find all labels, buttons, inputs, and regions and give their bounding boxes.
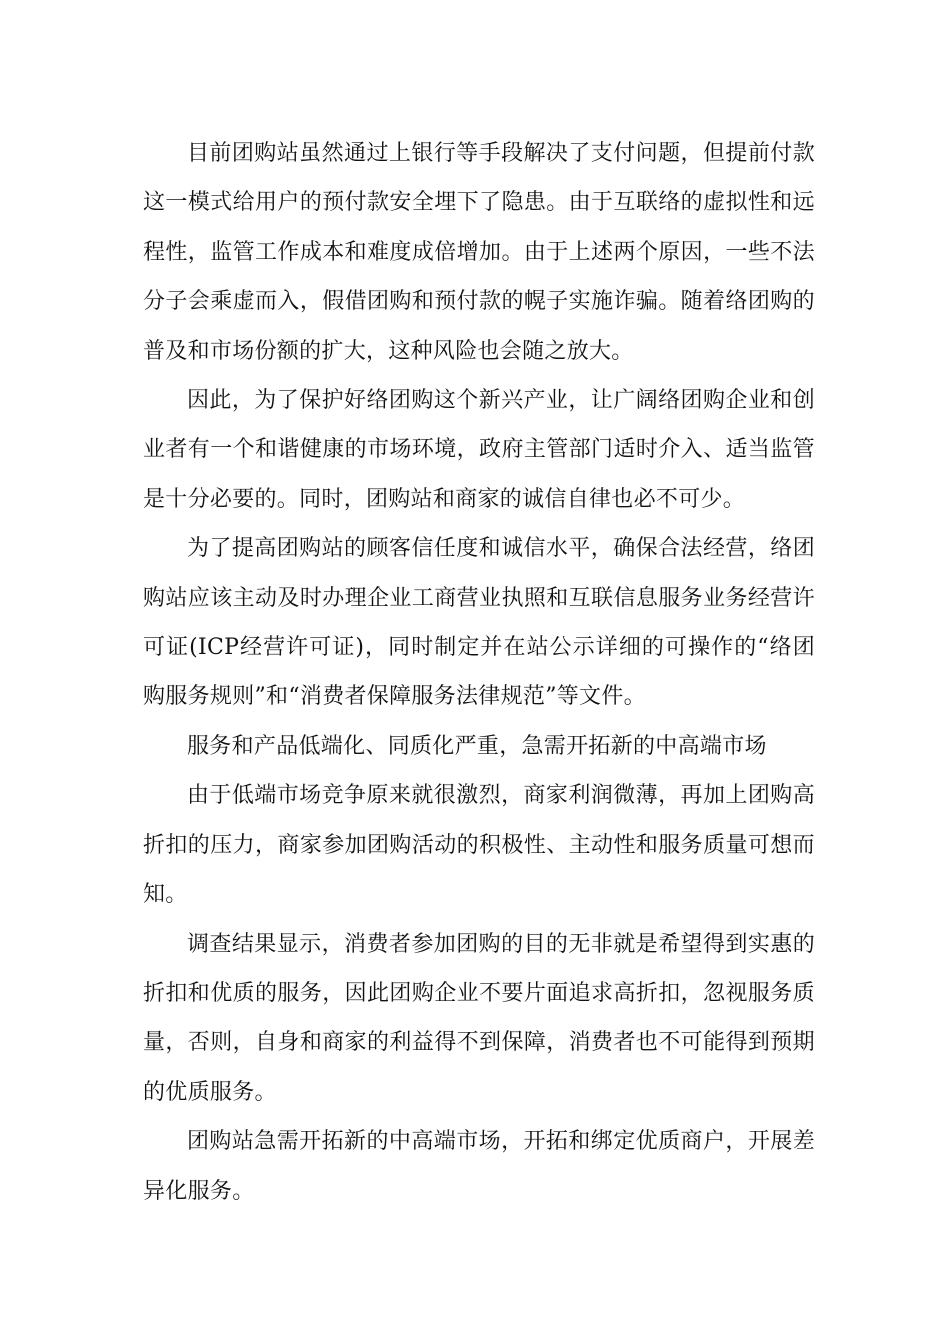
- paragraph-low-end-market: 由于低端市场竞争原来就很激烈，商家利润微薄，再加上团购高折扣的压力，商家参加团购活动的积极性、主动性和服务质量可想而知。: [143, 783, 815, 908]
- paragraph-regulation: 因此，为了保护好络团购这个新兴产业，让广阔络团购企业和创业者有一个和谐健康的市场环境，政府主管部门适时介入、适当监管是十分必要的。同时，团购站和商家的诚信自律也必不可少。: [143, 388, 815, 512]
- section-heading-market: 服务和产品低端化、同质化严重，急需开拓新的中高端市场: [187, 733, 767, 759]
- paragraph-prepayment-risk: 目前团购站虽然通过上银行等手段解决了支付问题，但提前付款这一模式给用户的预付款安全埋下了隐患。由于互联络的虚拟性和远程性，监管工作成本和难度成倍增加。由于上述两个原因，一些不法分子会乘虚而入，假借团购和预付款的幌子实施诈骗。随着络团购的普及和市场份额的扩大，这种风险也会随之放大。: [143, 141, 815, 364]
- paragraph-licensing: 为了提高团购站的顾客信任度和诚信水平，确保合法经营，络团购站应该主动及时办理企业工商营业执照和互联信息服务业务经营许可证(ICP经营许可证)，同时制定并在站公示详细的可操作的“络团购服务规则”和“消费者保障服务法律规范”等文件。: [143, 536, 815, 710]
- paragraph-survey-results: 调查结果显示，消费者参加团购的目的无非就是希望得到实惠的折扣和优质的服务，因此团购企业不要片面追求高折扣，忽视服务质量，否则，自身和商家的利益得不到保障，消费者也不可能得到预期的优质服务。: [143, 931, 815, 1105]
- paragraph-high-end-market: 团购站急需开拓新的中高端市场，开拓和绑定优质商户，开展差异化服务。: [143, 1129, 815, 1204]
- document-page: [143, 129, 815, 1216]
